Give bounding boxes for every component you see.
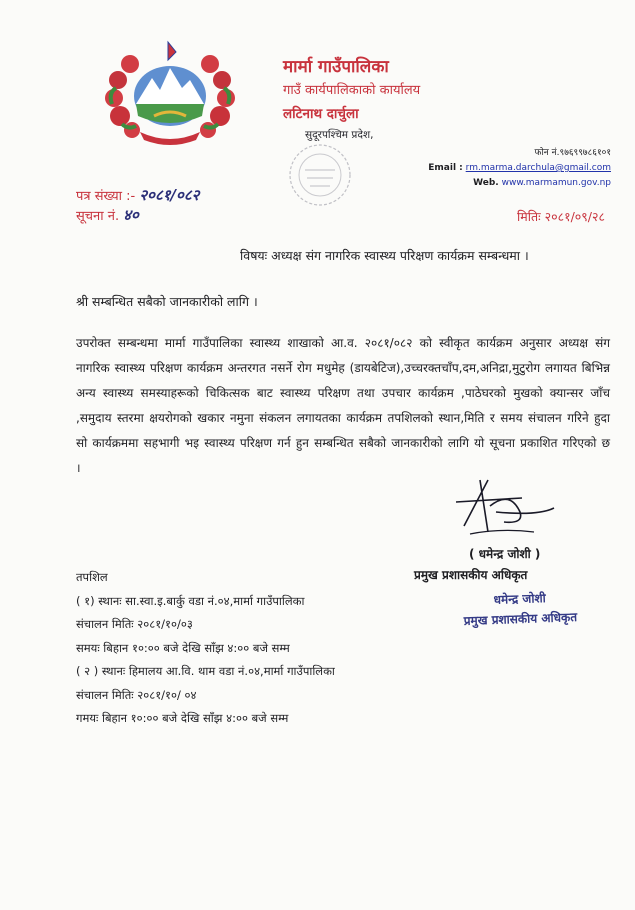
signatory-title: प्रमुख प्रशासकीय अधिकृत (414, 568, 528, 582)
notice-body: उपरोक्त सम्बन्धमा मार्मा गाउँपालिका स्वास्थ्य शाखाको आ.व. २०८१/०८२ को स्वीकृत कार्यक्रम अनुसार अध्यक्ष संग नागरिक स्वास्थ्य परिक्षण कार्यक्रम अन्तरगत नसर्ने रोग मधुमेह (डायबेटिज),उच्चरक्तचाँप,दम,अनिद्रा,मुटुरोग लगायत बिभिन्न अन्य स्वास्थ्य समस्याहरूको चिकित्सक बाट स्वास्थ्य परिक्षण तथा उपचार कार्यक्रम ,पाठेघरको मुखको क्यान्सर जाँच ,समुदाय स्तरमा क्षयरोगको खकार नमुना संकलन लगायतका कार्यक्रम तपशिलको स्थान,मिति र समय संचालन गरिने हुदा सो कार्यक्रममा सहभागी भइ स्वास्थ्य परिक्षण गर्न हुन सम्बन्धित सबैको जानकारीको लागि यो सूचना प्रकाशित गरिएको छ । (76, 336, 610, 475)
signature-icon (450, 472, 560, 540)
official-stamp (444, 587, 595, 629)
detail-line: संचालन मितिः २०८१/१०/ ०४ (76, 687, 197, 702)
web-label: Web. (473, 178, 499, 188)
letter-date: मितिः २०८१/०९/२८ (517, 209, 605, 224)
office-subtitle: गाउँ कार्यपालिकाको कार्यालय (283, 83, 421, 98)
signatory-name: ( धमेन्द्र जोशी ) (469, 547, 541, 561)
detail-line: ( १) स्थानः सा.स्वा.इ.बार्कु वडा नं.०४,मार्मा गाउँपालिका (76, 593, 305, 608)
email-label: Email : (428, 163, 463, 173)
province-label: सुदूरपश्चिम प्रदेश, (305, 129, 374, 141)
detail-line: संचालन मितिः २०८१/१०/०३ (76, 617, 193, 631)
reference-block (76, 186, 199, 226)
notice-number-value: ४० (123, 206, 139, 224)
website-link[interactable]: www.marmamun.gov.np (501, 178, 611, 188)
salutation: श्री सम्बन्धित सबैको जानकारीको लागि । (76, 294, 258, 309)
details-section (76, 566, 335, 731)
letter-number-value: २०८१/०८२ (139, 186, 200, 204)
email-line (428, 161, 611, 176)
office-seal-icon (285, 140, 355, 210)
nepal-emblem-logo (100, 38, 240, 150)
phone-label: फोन नं. (534, 148, 560, 158)
subject-line: विषयः अध्यक्ष संग नागरिक स्वास्थ्य परिक्षण कार्यक्रम सम्बन्धमा । (240, 248, 529, 263)
letter-number-line (76, 186, 199, 206)
notice-number-line (76, 206, 199, 226)
details-heading: तपशिल (76, 570, 108, 584)
web-line (428, 176, 611, 191)
email-link[interactable]: rm.marma.darchula@gmail.com (465, 163, 611, 173)
stamp-name: धमेन्द्र जोशी (493, 591, 546, 607)
letter-number-label: पत्र संख्या :- (76, 189, 136, 204)
phone-number: ९७६९९७८६१०१ (559, 148, 611, 158)
notice-number-label: सूचना नं. (76, 209, 120, 224)
detail-line: ( २ ) स्थानः हिमालय आ.वि. थाम वडा नं.०४,मार्मा गाउँपालिका (76, 664, 335, 678)
municipality-title: मार्मा गाउँपालिका (283, 57, 389, 77)
detail-line: गमयः बिहान १०:०० बजे देखि साँझ ४:०० बजे सम्म (76, 711, 289, 725)
office-location: लटिनाथ दार्चुला (283, 106, 359, 122)
stamp-title: प्रमुख प्रशासकीय अधिकृत (463, 610, 578, 628)
detail-line: समयः बिहान १०:०० बजे देखि साँझ ४:०० बजे सम्म (76, 640, 290, 655)
contact-block (428, 146, 611, 191)
phone-line (428, 146, 611, 161)
